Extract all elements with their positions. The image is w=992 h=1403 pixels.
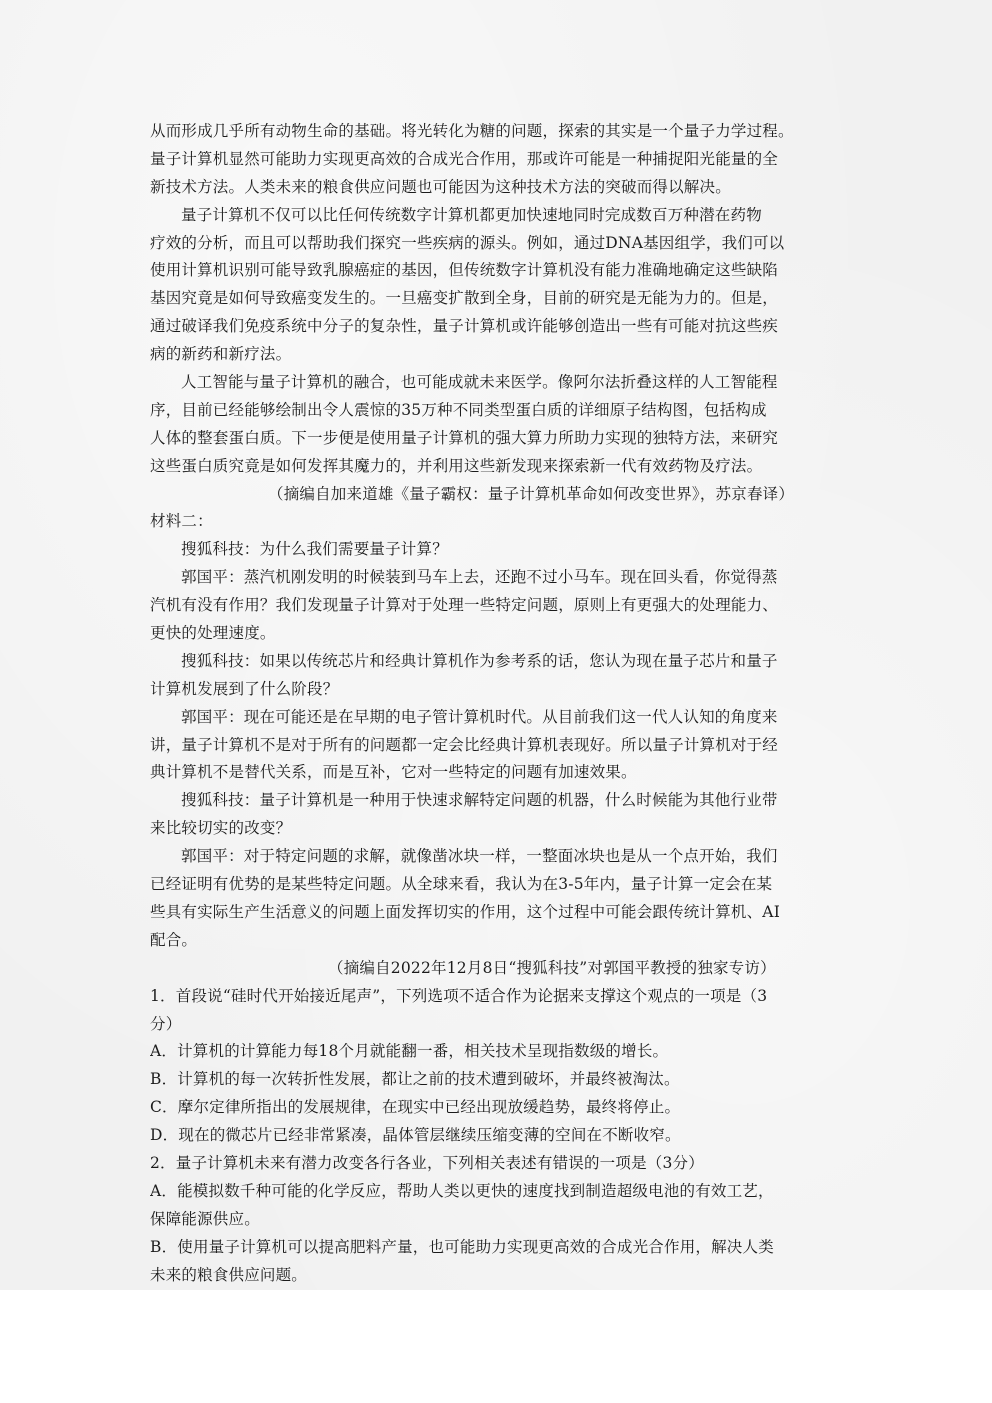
interview-answer: 郭国平：对于特定问题的求解，就像凿冰块一样，一整面冰块也是从一个点开始，我们 xyxy=(181,847,778,866)
citation: （摘编自加来道雄《量子霸权：量子计算机革命如何改变世界》，苏京春译） xyxy=(268,484,795,503)
text-line: 来比较切实的改变？ xyxy=(150,819,292,838)
answer-option: C．摩尔定律所指出的发展规律，在现实中已经出现放缓趋势，最终将停止。 xyxy=(150,1098,681,1117)
text-line: 已经证明有优势的是某些特定问题。从全球来看，我认为在3-5年内，量子计算一定会在某 xyxy=(150,875,773,894)
text-line: 计算机发展到了什么阶段？ xyxy=(150,679,339,698)
text-line: 保障能源供应。 xyxy=(150,1209,260,1228)
interview-question: 搜狐科技：量子计算机是一种用于快速求解特定问题的机器，什么时候能为其他行业带 xyxy=(181,791,778,810)
text-line: 配合。 xyxy=(150,930,198,949)
interview-question: 搜狐科技：如果以传统芯片和经典计算机作为参考系的话，您认为现在量子芯片和量子 xyxy=(181,651,778,670)
citation: （摘编自2022年12月8日“搜狐科技”对郭国平教授的独家专访） xyxy=(328,958,776,977)
answer-option: A．计算机的计算能力每18个月就能翻一番，相关技术呈现指数级的增长。 xyxy=(150,1042,669,1061)
text-line: 通过破译我们免疫系统中分子的复杂性，量子计算机或许能够创造出一些有可能对抗这些疾 xyxy=(150,317,779,336)
text-line: 分） xyxy=(150,1014,182,1033)
text-line: 量子计算机不仅可以比任何传统数字计算机都更加快速地同时完成数百万种潜在药物 xyxy=(181,205,762,224)
text-line: 未来的粮食供应问题。 xyxy=(150,1265,308,1284)
text-line: 新技术方法。人类未来的粮食供应问题也可能因为这种技术方法的突破而得以解决。 xyxy=(150,177,731,196)
text-line: 汽机有没有作用？我们发现量子计算对于处理一些特定问题，原则上有更强大的处理能力、 xyxy=(150,596,779,615)
text-line: 更快的处理速度。 xyxy=(150,624,276,643)
text-line: 些具有实际生产生活意义的问题上面发挥切实的作用，这个过程中可能会跟传统计算机、AI xyxy=(150,902,781,921)
interview-answer: 郭国平：蒸汽机刚发明的时候装到马车上去，还跑不过小马车。现在回头看，你觉得蒸 xyxy=(181,568,778,587)
section-heading: 材料二： xyxy=(150,512,213,531)
text-line: 人工智能与量子计算机的融合，也可能成就未来医学。像阿尔法折叠这样的人工智能程 xyxy=(181,373,778,392)
text-line: 使用计算机识别可能导致乳腺癌症的基因，但传统数字计算机没有能力准确地确定这些缺陷 xyxy=(150,261,779,280)
text-line: 序，目前已经能够绘制出令人震惊的35万种不同类型蛋白质的详细原子结构图，包括构成 xyxy=(150,400,767,419)
text-line: 基因究竟是如何导致癌变发生的。一旦癌变扩散到全身，目前的研究是无能为力的。但是， xyxy=(150,289,779,308)
text-line: 量子计算机显然可能助力实现更高效的合成光合作用，那或许可能是一种捕捉阳光能量的全 xyxy=(150,149,779,168)
text-line: 典计算机不是替代关系，而是互补，它对一些特定的问题有加速效果。 xyxy=(150,763,637,782)
text-line: 人体的整套蛋白质。下一步便是使用量子计算机的强大算力所助力实现的独特方法，来研究 xyxy=(150,428,779,447)
text-line: 讲，量子计算机不是对于所有的问题都一定会比经典计算机表现好。所以量子计算机对于经 xyxy=(150,735,779,754)
text-line: 病的新药和新疗法。 xyxy=(150,345,292,364)
answer-option: A．能模拟数千种可能的化学反应，帮助人类以更快的速度找到制造超级电池的有效工艺， xyxy=(150,1181,774,1200)
question-stem: 2．量子计算机未来有潜力改变各行各业，下列相关表述有错误的一项是（3分） xyxy=(150,1153,704,1172)
document-body xyxy=(150,118,842,1289)
question-stem: 1．首段说“硅时代开始接近尾声”，下列选项不适合作为论据来支撑这个观点的一项是（3 xyxy=(150,986,768,1005)
interview-answer: 郭国平：现在可能还是在早期的电子管计算机时代。从目前我们这一代人认知的角度来 xyxy=(181,707,778,726)
interview-question: 搜狐科技：为什么我们需要量子计算？ xyxy=(181,540,448,559)
answer-option: B．使用量子计算机可以提高肥料产量，也可能助力实现更高效的合成光合作用，解决人类 xyxy=(150,1237,774,1256)
answer-option: B．计算机的每一次转折性发展，都让之前的技术遭到破坏，并最终被淘汰。 xyxy=(150,1070,680,1089)
answer-option: D．现在的微芯片已经非常紧凑，晶体管层继续压缩变薄的空间在不断收窄。 xyxy=(150,1126,681,1145)
text-line: 这些蛋白质究竟是如何发挥其魔力的，并利用这些新发现来探索新一代有效药物及疗法。 xyxy=(150,456,763,475)
text-line: 从而形成几乎所有动物生命的基础。将光转化为糖的问题，探索的其实是一个量子力学过程。 xyxy=(150,122,794,140)
text-line: 疗效的分析，而且可以帮助我们探究一些疾病的源头。例如，通过DNA基因组学，我们可以 xyxy=(150,233,785,252)
